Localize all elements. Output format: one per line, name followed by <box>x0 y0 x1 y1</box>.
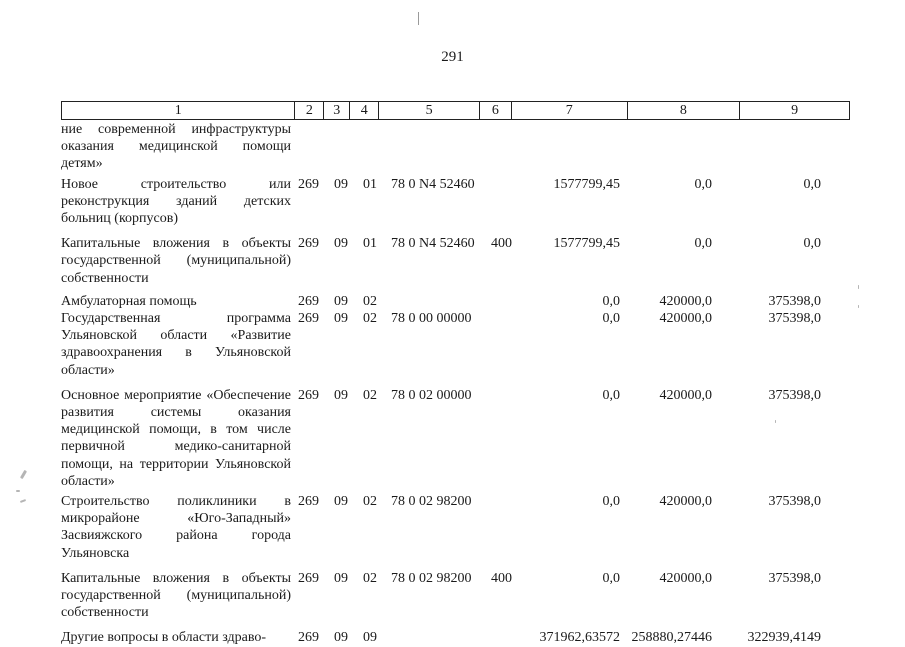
table-row <box>61 570 851 622</box>
row-value-col8: 420000,0 <box>659 293 712 309</box>
header-col-7: 7 <box>512 102 628 119</box>
row-target-code: 78 0 N4 52460 <box>391 236 475 252</box>
row-subsection: 02 <box>363 311 377 327</box>
row-grbs: 269 <box>298 570 319 586</box>
row-value-col9: 375398,0 <box>768 494 821 510</box>
table-row <box>61 293 851 310</box>
header-col-1: 1 <box>62 102 295 119</box>
row-value-col8: 258880,27446 <box>631 630 712 646</box>
header-col-9: 9 <box>791 103 799 118</box>
scan-speck <box>858 305 859 308</box>
row-value-col8: 420000,0 <box>659 311 712 327</box>
row-value-col9: 375398,0 <box>768 387 821 403</box>
row-target-code: 78 0 N4 52460 <box>391 176 475 192</box>
row-grbs: 269 <box>298 630 319 646</box>
row-value-col9: 375398,0 <box>768 293 821 309</box>
header-col-6: 6 <box>480 102 512 119</box>
row-target-code: 78 0 02 00000 <box>391 387 472 403</box>
row-name: Строительство поликлиники в микрорайоне «Юго-Западный» Засвияжского района города Ульяновска <box>61 494 291 561</box>
row-value-col9: 0,0 <box>803 236 821 252</box>
row-value-col8: 0,0 <box>694 176 712 192</box>
row-value-col9: 0,0 <box>803 176 821 192</box>
row-name: Другие вопросы в области здраво- <box>61 630 266 646</box>
row-value-col8: 420000,0 <box>659 387 712 403</box>
table-row <box>61 310 851 379</box>
scan-speck <box>858 285 859 289</box>
row-subsection: 02 <box>363 570 377 586</box>
budget-table-body <box>61 121 851 647</box>
row-value-col8: 420000,0 <box>659 570 712 586</box>
row-section: 09 <box>334 293 348 309</box>
row-value-col9: 375398,0 <box>768 570 821 586</box>
row-value-col9: 375398,0 <box>768 311 821 327</box>
row-subsection: 02 <box>363 293 377 309</box>
row-section: 09 <box>334 387 348 403</box>
row-grbs: 269 <box>298 311 319 327</box>
row-section: 09 <box>334 311 348 327</box>
scan-speck <box>775 420 776 423</box>
row-subsection: 09 <box>363 630 377 646</box>
row-name: Новое строительство или реконструкция зданий детских больниц (корпусов) <box>61 176 291 227</box>
row-target-code: 78 0 02 98200 <box>391 570 472 586</box>
row-value-col7: 0,0 <box>602 570 620 586</box>
table-row <box>61 629 851 646</box>
scan-speck <box>20 470 27 479</box>
row-section: 09 <box>334 570 348 586</box>
row-value-col8: 420000,0 <box>659 494 712 510</box>
row-section: 09 <box>334 630 348 646</box>
row-name: Государственная программа Ульяновской области «Развитие здравоохранения в Ульяновской области» <box>61 311 291 378</box>
row-subsection: 02 <box>363 494 377 510</box>
row-name: Амбулаторная помощь <box>61 293 197 309</box>
row-value-col7: 371962,63572 <box>539 630 620 646</box>
table-row <box>61 235 851 287</box>
row-value-col7: 0,0 <box>602 293 620 309</box>
row-name: Основное мероприятие «Обеспечение развития системы оказания медицинской помощи, в том числе первичной медико-санитарной помощи, на территории Ульяновской области» <box>61 387 291 489</box>
row-value-col7: 1577799,45 <box>553 176 620 192</box>
row-section: 09 <box>334 494 348 510</box>
header-col-5: 5 <box>379 102 480 119</box>
table-row <box>61 493 851 562</box>
scan-speck <box>20 499 26 503</box>
row-subsection: 01 <box>363 176 377 192</box>
table-header <box>61 101 850 120</box>
table-row <box>61 176 851 228</box>
header-col-8: 8 <box>628 102 741 119</box>
row-target-code: 78 0 00 00000 <box>391 311 472 327</box>
row-grbs: 269 <box>298 293 319 309</box>
row-target-code: 78 0 02 98200 <box>391 494 472 510</box>
row-subsection: 01 <box>363 236 377 252</box>
row-value-col7: 0,0 <box>602 311 620 327</box>
row-value-col7: 0,0 <box>602 494 620 510</box>
row-grbs: 269 <box>298 236 319 252</box>
row-value-col9: 322939,4149 <box>747 630 821 646</box>
scan-margin-mark <box>418 12 419 25</box>
row-section: 09 <box>334 236 348 252</box>
header-col-3: 3 <box>324 102 350 119</box>
row-value-col7: 0,0 <box>602 387 620 403</box>
table-row <box>61 387 851 490</box>
table-row <box>61 121 851 173</box>
scan-speck <box>16 490 20 492</box>
row-grbs: 269 <box>298 387 319 403</box>
row-value-col8: 0,0 <box>694 236 712 252</box>
row-value-col7: 1577799,45 <box>553 236 620 252</box>
header-col-2: 2 <box>295 102 324 119</box>
page-number: 291 <box>441 49 464 65</box>
row-name: Капитальные вложения в объекты государственной (муниципальной) собственности <box>61 570 291 621</box>
header-col-4: 4 <box>350 102 379 119</box>
row-section: 09 <box>334 176 348 192</box>
row-name: Капитальные вложения в объекты государственной (муниципальной) собственности <box>61 236 291 286</box>
row-subsection: 02 <box>363 387 377 403</box>
row-grbs: 269 <box>298 494 319 510</box>
row-grbs: 269 <box>298 176 319 192</box>
row-expense-type: 400 <box>491 570 512 586</box>
row-expense-type: 400 <box>491 236 512 252</box>
row-name: ние современной инфраструктуры оказания медицинской помощи детям» <box>61 122 291 172</box>
